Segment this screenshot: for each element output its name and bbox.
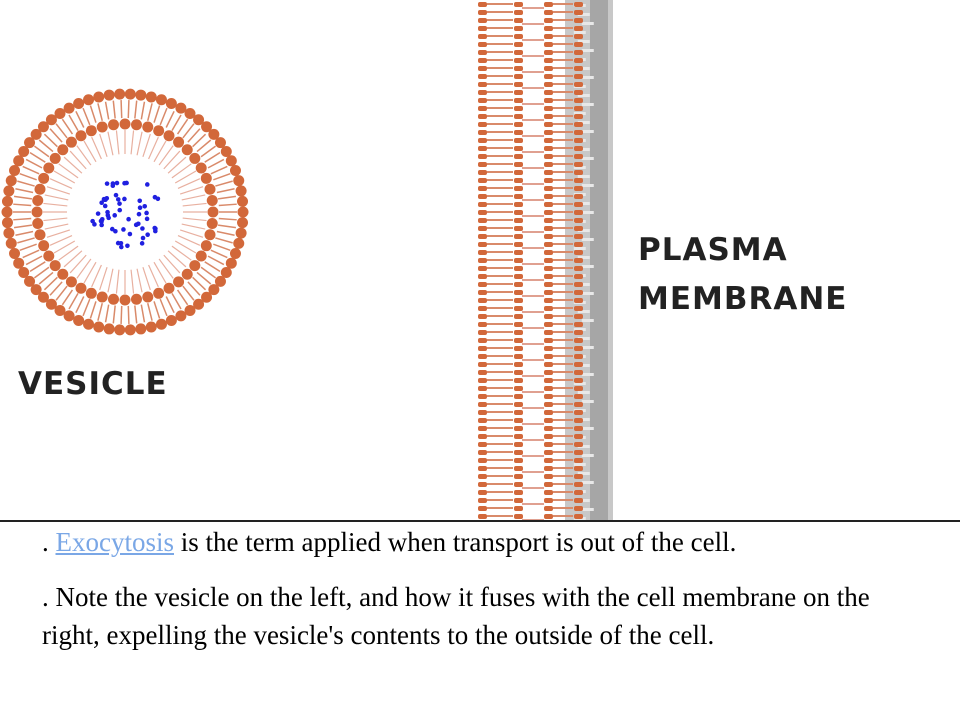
caption-paragraph-1 <box>42 523 736 561</box>
vesicle-label: VESICLE <box>18 366 168 402</box>
plasma-membrane-label-line1: PLASMA <box>638 232 788 268</box>
p1-suffix: is the term applied when transport is out of the cell. <box>174 527 737 557</box>
exocytosis-link[interactable]: Exocytosis <box>55 527 174 557</box>
vesicle <box>2 89 249 336</box>
plasma-membrane-label-line2: MEMBRANE <box>638 281 848 317</box>
plasma-membrane <box>478 0 613 522</box>
caption-paragraph-2: . Note the vesicle on the left, and how it fuses with the cell membrane on the right, expelling the vesicle's contents to the outside of the cell. <box>42 582 870 650</box>
p1-prefix: . <box>42 527 56 557</box>
